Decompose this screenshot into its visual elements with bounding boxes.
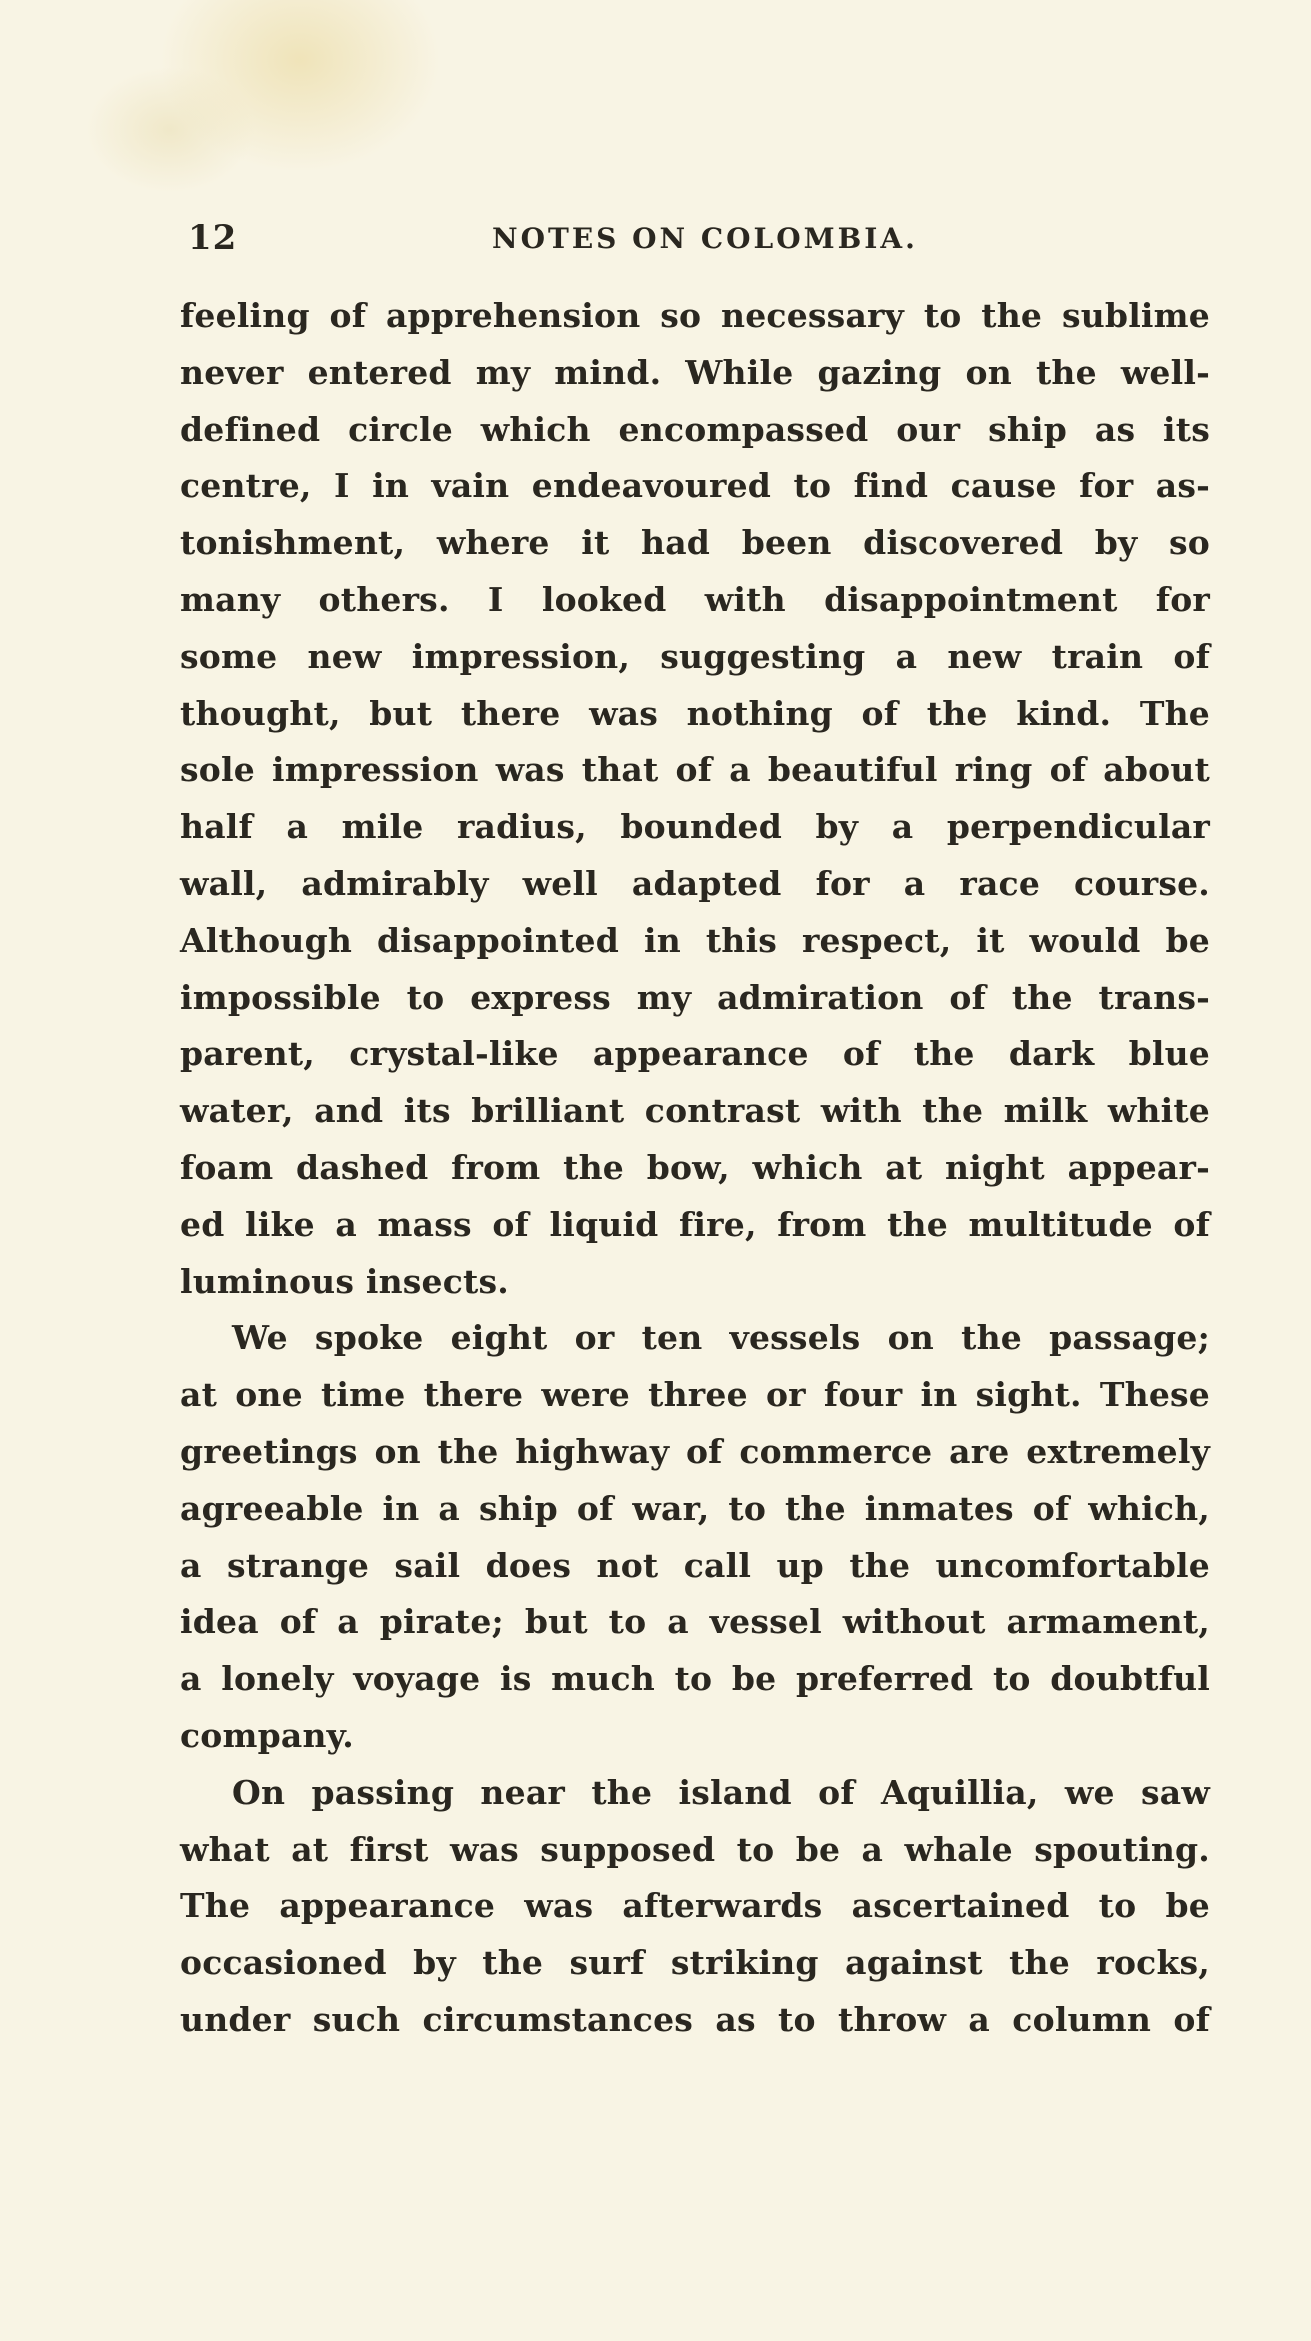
text-line: a strange sail does not call up the uncomfortable	[180, 1545, 1210, 1585]
text-line: We spoke eight or ten vessels on the passage;	[232, 1318, 1210, 1358]
text-line: at one time there were three or four in sight. These	[180, 1375, 1210, 1415]
text-line: foam dashed from the bow, which at night appear-	[180, 1147, 1210, 1187]
text-line: some new impression, suggesting a new train of	[180, 636, 1210, 676]
text-line: impossible to express my admiration of the trans-	[180, 977, 1210, 1017]
text-line: under such circumstances as to throw a column of	[180, 1999, 1210, 2039]
text-line: idea of a pirate; but to a vessel without armament,	[180, 1602, 1210, 1642]
text-line: centre, I in vain endeavoured to find cause for as-	[180, 466, 1210, 506]
text-line: feeling of apprehension so necessary to the sublime	[180, 296, 1210, 335]
text-line: luminous insects.	[180, 1261, 509, 1301]
text-line: thought, but there was nothing of the kind. The	[180, 693, 1210, 733]
text-line: never entered my mind. While gazing on the well-	[180, 352, 1210, 392]
text-line: On passing near the island of Aquillia, we saw	[232, 1772, 1210, 1812]
text-line: Although disappointed in this respect, it would be	[180, 920, 1210, 960]
text-line: defined circle which encompassed our ship as its	[180, 409, 1210, 449]
text-line: half a mile radius, bounded by a perpendicular	[180, 807, 1210, 847]
text-line: company.	[180, 1715, 354, 1755]
text-line: agreeable in a ship of war, to the inmates of which,	[180, 1488, 1210, 1528]
text-line: greetings on the highway of commerce are extremely	[180, 1431, 1210, 1471]
text-line: occasioned by the surf striking against the rocks,	[180, 1943, 1210, 1983]
text-line: parent, crystal-like appearance of the dark blue	[180, 1034, 1210, 1074]
text-line: tonishment, where it had been discovered by so	[180, 523, 1210, 563]
text-line: ed like a mass of liquid fire, from the multitude of	[180, 1204, 1210, 1244]
text-line: wall, admirably well adapted for a race course.	[180, 863, 1210, 903]
running-head: NOTES ON COLOMBIA.	[492, 222, 918, 255]
text-line: a lonely voyage is much to be preferred to doubtful	[180, 1659, 1210, 1699]
text-line: sole impression was that of a beautiful ring of about	[180, 750, 1210, 790]
text-line: what at first was supposed to be a whale spouting.	[180, 1829, 1210, 1869]
page-header	[180, 218, 1220, 258]
text-line: water, and its brilliant contrast with the milk white	[180, 1091, 1210, 1131]
page-number: 12	[188, 218, 238, 258]
body-text	[180, 288, 1210, 2049]
text-line: The appearance was afterwards ascertained to be	[180, 1886, 1210, 1926]
text-line: many others. I looked with disappointment for	[180, 579, 1210, 619]
